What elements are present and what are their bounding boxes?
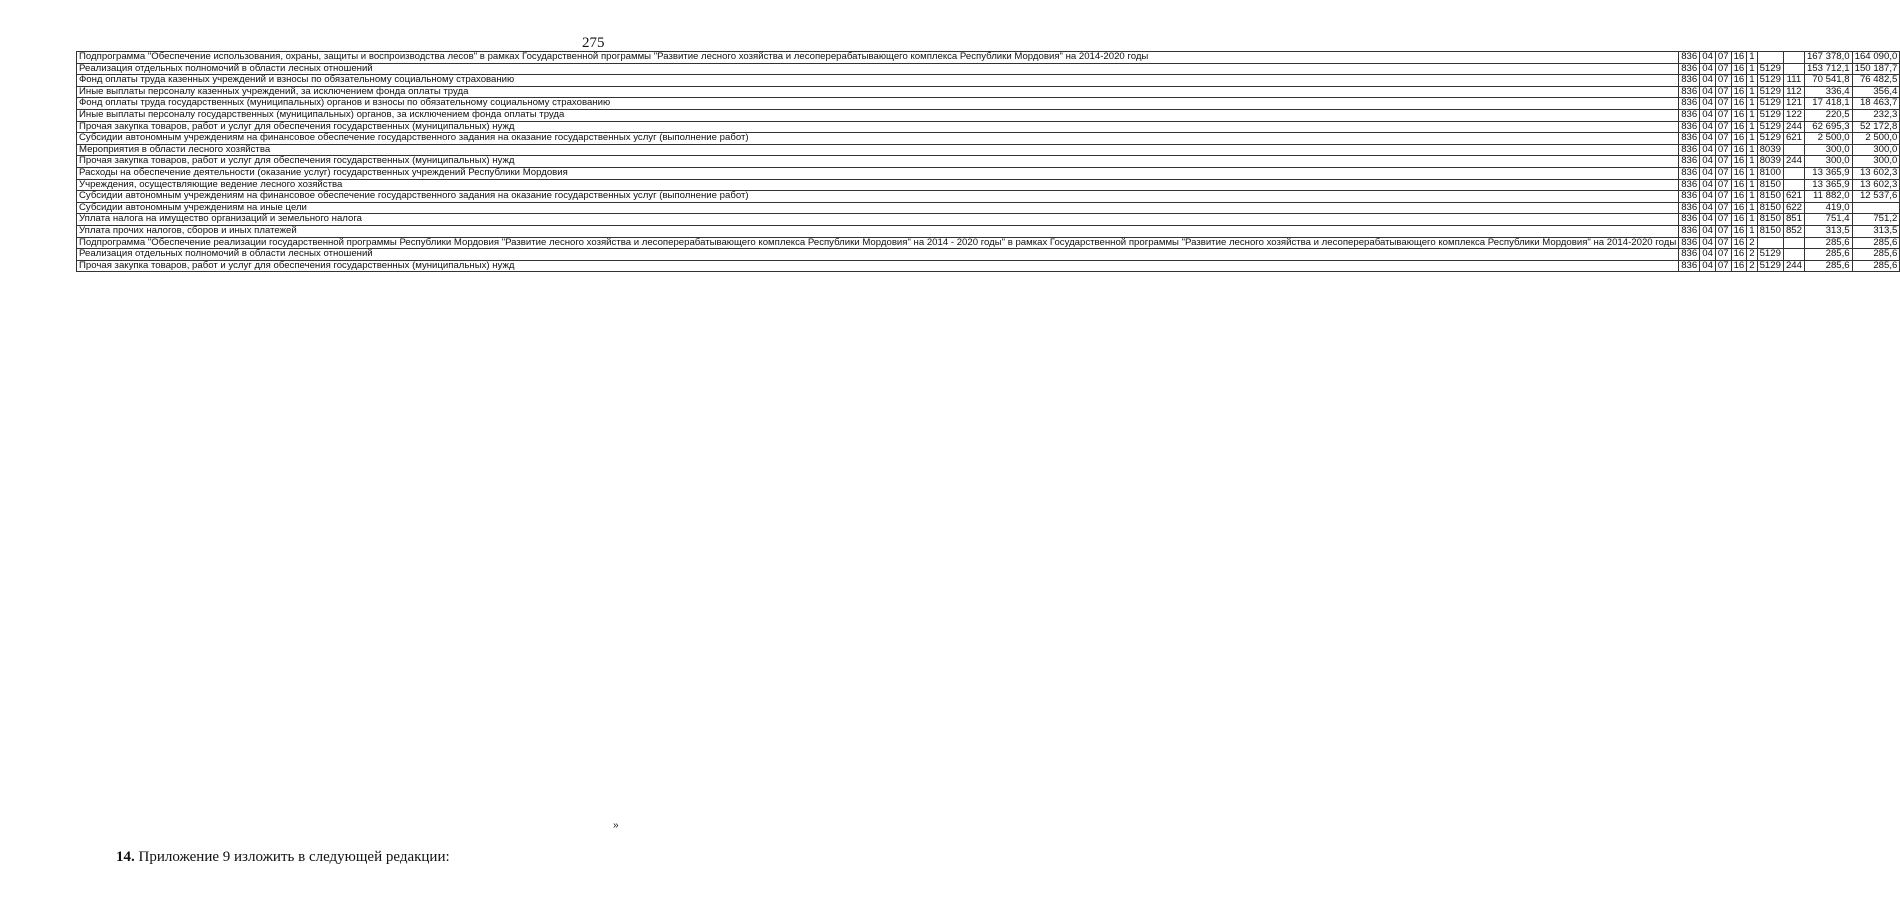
amount-year1: 2 500,0 [1804, 133, 1852, 145]
code-section: 04 [1700, 133, 1716, 145]
table-row [77, 75, 1900, 87]
row-name: Субсидии автономным учреждениям на финансовое обеспечение государственного задания на оказание государственных услуг (выполнение работ) [77, 191, 1679, 203]
table-row [77, 63, 1900, 75]
code-subsection: 07 [1715, 63, 1731, 75]
amount-year2: 300,0 [1852, 144, 1900, 156]
code-admin: 836 [1679, 63, 1700, 75]
code-program: 16 [1731, 63, 1747, 75]
code-expense-type [1783, 249, 1804, 261]
code-subprogram: 1 [1747, 63, 1757, 75]
code-program: 16 [1731, 191, 1747, 203]
amount-year1: 285,6 [1804, 237, 1852, 249]
code-subprogram: 2 [1747, 237, 1757, 249]
page-number: 275 [582, 35, 605, 51]
code-subprogram: 1 [1747, 202, 1757, 214]
table-row [77, 202, 1900, 214]
amount-year1: 419,0 [1804, 202, 1852, 214]
table-row [77, 237, 1900, 249]
code-subsection: 07 [1715, 179, 1731, 191]
code-program: 16 [1731, 156, 1747, 168]
code-admin: 836 [1679, 260, 1700, 272]
code-section: 04 [1700, 260, 1716, 272]
row-name: Расходы на обеспечение деятельности (оказание услуг) государственных учреждений Республики Мордовия [77, 167, 1679, 179]
budget-table [76, 51, 1900, 272]
code-admin: 836 [1679, 237, 1700, 249]
code-section: 04 [1700, 86, 1716, 98]
code-expense-type: 112 [1783, 86, 1804, 98]
code-expense-type: 851 [1783, 214, 1804, 226]
code-section: 04 [1700, 214, 1716, 226]
code-admin: 836 [1679, 121, 1700, 133]
code-expense-type: 111 [1783, 75, 1804, 87]
amount-year1: 11 882,0 [1804, 191, 1852, 203]
table-row [77, 156, 1900, 168]
code-admin: 836 [1679, 167, 1700, 179]
table-row [77, 52, 1900, 64]
amount-year2: 164 090,0 [1852, 52, 1900, 64]
code-program: 16 [1731, 249, 1747, 261]
code-section: 04 [1700, 167, 1716, 179]
code-target: 8039 [1757, 156, 1783, 168]
code-section: 04 [1700, 63, 1716, 75]
table-row [77, 167, 1900, 179]
code-expense-type [1783, 179, 1804, 191]
code-target: 5129 [1757, 121, 1783, 133]
code-subprogram: 1 [1747, 98, 1757, 110]
table-row [77, 191, 1900, 203]
amount-year2: 300,0 [1852, 156, 1900, 168]
code-expense-type [1783, 237, 1804, 249]
code-subprogram: 1 [1747, 86, 1757, 98]
code-program: 16 [1731, 98, 1747, 110]
code-subsection: 07 [1715, 202, 1731, 214]
code-section: 04 [1700, 202, 1716, 214]
row-name: Уплата прочих налогов, сборов и иных платежей [77, 225, 1679, 237]
table-row [77, 133, 1900, 145]
code-program: 16 [1731, 121, 1747, 133]
code-target: 8100 [1757, 167, 1783, 179]
code-target: 8150 [1757, 179, 1783, 191]
code-subprogram: 1 [1747, 214, 1757, 226]
amount-year1: 751,4 [1804, 214, 1852, 226]
code-target: 8039 [1757, 144, 1783, 156]
table-row [77, 260, 1900, 272]
code-expense-type: 244 [1783, 260, 1804, 272]
code-section: 04 [1700, 191, 1716, 203]
code-admin: 836 [1679, 249, 1700, 261]
amendment-text: Приложение 9 изложить в следующей редакции: [134, 849, 450, 865]
code-program: 16 [1731, 144, 1747, 156]
code-program: 16 [1731, 260, 1747, 272]
code-admin: 836 [1679, 52, 1700, 64]
code-target: 5129 [1757, 133, 1783, 145]
amount-year2: 751,2 [1852, 214, 1900, 226]
code-program: 16 [1731, 52, 1747, 64]
code-section: 04 [1700, 249, 1716, 261]
code-program: 16 [1731, 225, 1747, 237]
amount-year1: 17 418,1 [1804, 98, 1852, 110]
code-program: 16 [1731, 214, 1747, 226]
amount-year2: 18 463,7 [1852, 98, 1900, 110]
code-subprogram: 1 [1747, 52, 1757, 64]
amount-year2: 2 500,0 [1852, 133, 1900, 145]
code-subsection: 07 [1715, 133, 1731, 145]
code-admin: 836 [1679, 179, 1700, 191]
code-target: 5129 [1757, 75, 1783, 87]
code-subsection: 07 [1715, 109, 1731, 121]
code-program: 16 [1731, 167, 1747, 179]
code-expense-type [1783, 63, 1804, 75]
code-expense-type [1783, 167, 1804, 179]
code-target: 5129 [1757, 260, 1783, 272]
table-row [77, 98, 1900, 110]
code-expense-type [1783, 52, 1804, 64]
amount-year2: 356,4 [1852, 86, 1900, 98]
amount-year1: 285,6 [1804, 260, 1852, 272]
code-program: 16 [1731, 133, 1747, 145]
amount-year2: 150 187,7 [1852, 63, 1900, 75]
code-expense-type [1783, 144, 1804, 156]
amount-year1: 167 378,0 [1804, 52, 1852, 64]
code-section: 04 [1700, 144, 1716, 156]
row-name: Прочая закупка товаров, работ и услуг для обеспечения государственных (муниципальных) нужд [77, 121, 1679, 133]
code-program: 16 [1731, 109, 1747, 121]
code-subprogram: 1 [1747, 109, 1757, 121]
row-name: Уплата налога на имущество организаций и земельного налога [77, 214, 1679, 226]
code-target: 8150 [1757, 225, 1783, 237]
code-subprogram: 1 [1747, 191, 1757, 203]
code-subsection: 07 [1715, 237, 1731, 249]
amount-year2: 13 602,3 [1852, 167, 1900, 179]
amendment-heading [116, 849, 450, 866]
code-subprogram: 2 [1747, 260, 1757, 272]
table-row [77, 225, 1900, 237]
row-name: Фонд оплаты труда государственных (муниципальных) органов и взносы по обязательному социальному страхованию [77, 98, 1679, 110]
code-expense-type: 121 [1783, 98, 1804, 110]
amount-year1: 336,4 [1804, 86, 1852, 98]
code-target: 5129 [1757, 249, 1783, 261]
row-name: Мероприятия в области лесного хозяйства [77, 144, 1679, 156]
code-expense-type: 621 [1783, 191, 1804, 203]
code-expense-type: 852 [1783, 225, 1804, 237]
amount-year1: 300,0 [1804, 156, 1852, 168]
table-row [77, 121, 1900, 133]
amount-year2: 285,6 [1852, 237, 1900, 249]
code-target [1757, 52, 1783, 64]
row-name: Иные выплаты персоналу государственных (муниципальных) органов, за исключением фонда оплаты труда [77, 109, 1679, 121]
code-subsection: 07 [1715, 156, 1731, 168]
amount-year2: 285,6 [1852, 260, 1900, 272]
code-subsection: 07 [1715, 52, 1731, 64]
row-name: Подпрограмма "Обеспечение использования, охраны, защиты и воспроизводства лесов" в рамках Государственной программы "Развитие лесного хозяйства и лесоперерабатывающего комплекса Республики Мордовия" на 2014-2020 годы [77, 52, 1679, 64]
row-name: Подпрограмма "Обеспечение реализации государственной программы Республики Мордовия "Развитие лесного хозяйства и лесоперерабатывающего комплекса Республики Мордовия" на 2014 - 2020 годы" в рамках Государственной программы "Развитие лесного хозяйства и лесоперерабатывающего комплекса Республики Мордовия" на 2014-2020 годы [77, 237, 1679, 249]
amount-year1: 70 541,8 [1804, 75, 1852, 87]
table-row [77, 214, 1900, 226]
code-admin: 836 [1679, 156, 1700, 168]
amount-year2: 13 602,3 [1852, 179, 1900, 191]
code-admin: 836 [1679, 133, 1700, 145]
amount-year1: 220,5 [1804, 109, 1852, 121]
code-section: 04 [1700, 225, 1716, 237]
code-target [1757, 237, 1783, 249]
code-section: 04 [1700, 52, 1716, 64]
code-subprogram: 1 [1747, 144, 1757, 156]
code-admin: 836 [1679, 86, 1700, 98]
amount-year1: 285,6 [1804, 249, 1852, 261]
code-subsection: 07 [1715, 98, 1731, 110]
row-name: Реализация отдельных полномочий в области лесных отношений [77, 63, 1679, 75]
code-subsection: 07 [1715, 86, 1731, 98]
code-admin: 836 [1679, 214, 1700, 226]
code-program: 16 [1731, 202, 1747, 214]
code-subprogram: 1 [1747, 179, 1757, 191]
amount-year2: 285,6 [1852, 249, 1900, 261]
code-subsection: 07 [1715, 225, 1731, 237]
amount-year1: 13 365,9 [1804, 167, 1852, 179]
code-subsection: 07 [1715, 249, 1731, 261]
amount-year1: 153 712,1 [1804, 63, 1852, 75]
table-row [77, 179, 1900, 191]
code-expense-type: 122 [1783, 109, 1804, 121]
code-admin: 836 [1679, 75, 1700, 87]
code-expense-type: 621 [1783, 133, 1804, 145]
code-expense-type: 244 [1783, 156, 1804, 168]
code-admin: 836 [1679, 144, 1700, 156]
code-subprogram: 2 [1747, 249, 1757, 261]
code-target: 5129 [1757, 109, 1783, 121]
code-subprogram: 1 [1747, 133, 1757, 145]
code-expense-type: 622 [1783, 202, 1804, 214]
code-subprogram: 1 [1747, 225, 1757, 237]
table-row [77, 109, 1900, 121]
code-target: 5129 [1757, 63, 1783, 75]
code-section: 04 [1700, 75, 1716, 87]
amendment-number: 14. [116, 849, 135, 865]
code-subsection: 07 [1715, 260, 1731, 272]
code-section: 04 [1700, 98, 1716, 110]
code-subprogram: 1 [1747, 121, 1757, 133]
code-admin: 836 [1679, 225, 1700, 237]
code-target: 8150 [1757, 202, 1783, 214]
amount-year2: 313,5 [1852, 225, 1900, 237]
code-target: 8150 [1757, 191, 1783, 203]
code-subsection: 07 [1715, 75, 1731, 87]
code-admin: 836 [1679, 98, 1700, 110]
row-name: Прочая закупка товаров, работ и услуг для обеспечения государственных (муниципальных) нужд [77, 156, 1679, 168]
amount-year2: 232,3 [1852, 109, 1900, 121]
row-name: Фонд оплаты труда казенных учреждений и взносы по обязательному социальному страхованию [77, 75, 1679, 87]
amount-year1: 62 695,3 [1804, 121, 1852, 133]
amount-year2: 76 482,5 [1852, 75, 1900, 87]
code-program: 16 [1731, 75, 1747, 87]
table-row [77, 86, 1900, 98]
code-program: 16 [1731, 237, 1747, 249]
code-subprogram: 1 [1747, 75, 1757, 87]
amount-year1: 313,5 [1804, 225, 1852, 237]
code-program: 16 [1731, 179, 1747, 191]
row-name: Субсидии автономным учреждениям на иные цели [77, 202, 1679, 214]
row-name: Учреждения, осуществляющие ведение лесного хозяйства [77, 179, 1679, 191]
amount-year1: 300,0 [1804, 144, 1852, 156]
code-section: 04 [1700, 121, 1716, 133]
amount-year2: 12 537,6 [1852, 191, 1900, 203]
code-expense-type: 244 [1783, 121, 1804, 133]
amount-year1: 13 365,9 [1804, 179, 1852, 191]
table-row [77, 144, 1900, 156]
amount-year2 [1852, 202, 1900, 214]
row-name: Иные выплаты персоналу казенных учреждений, за исключением фонда оплаты труда [77, 86, 1679, 98]
code-target: 8150 [1757, 214, 1783, 226]
margin-mark: » [613, 820, 619, 831]
code-subsection: 07 [1715, 121, 1731, 133]
code-section: 04 [1700, 109, 1716, 121]
code-program: 16 [1731, 86, 1747, 98]
code-subsection: 07 [1715, 144, 1731, 156]
code-admin: 836 [1679, 202, 1700, 214]
row-name: Субсидии автономным учреждениям на финансовое обеспечение государственного задания на оказание государственных услуг (выполнение работ) [77, 133, 1679, 145]
table-row [77, 249, 1900, 261]
amount-year2: 52 172,8 [1852, 121, 1900, 133]
code-subsection: 07 [1715, 214, 1731, 226]
code-subsection: 07 [1715, 167, 1731, 179]
code-subsection: 07 [1715, 191, 1731, 203]
code-subprogram: 1 [1747, 167, 1757, 179]
code-target: 5129 [1757, 86, 1783, 98]
code-section: 04 [1700, 156, 1716, 168]
row-name: Прочая закупка товаров, работ и услуг для обеспечения государственных (муниципальных) нужд [77, 260, 1679, 272]
code-subprogram: 1 [1747, 156, 1757, 168]
code-section: 04 [1700, 237, 1716, 249]
code-target: 5129 [1757, 98, 1783, 110]
code-admin: 836 [1679, 109, 1700, 121]
code-section: 04 [1700, 179, 1716, 191]
row-name: Реализация отдельных полномочий в области лесных отношений [77, 249, 1679, 261]
code-admin: 836 [1679, 191, 1700, 203]
